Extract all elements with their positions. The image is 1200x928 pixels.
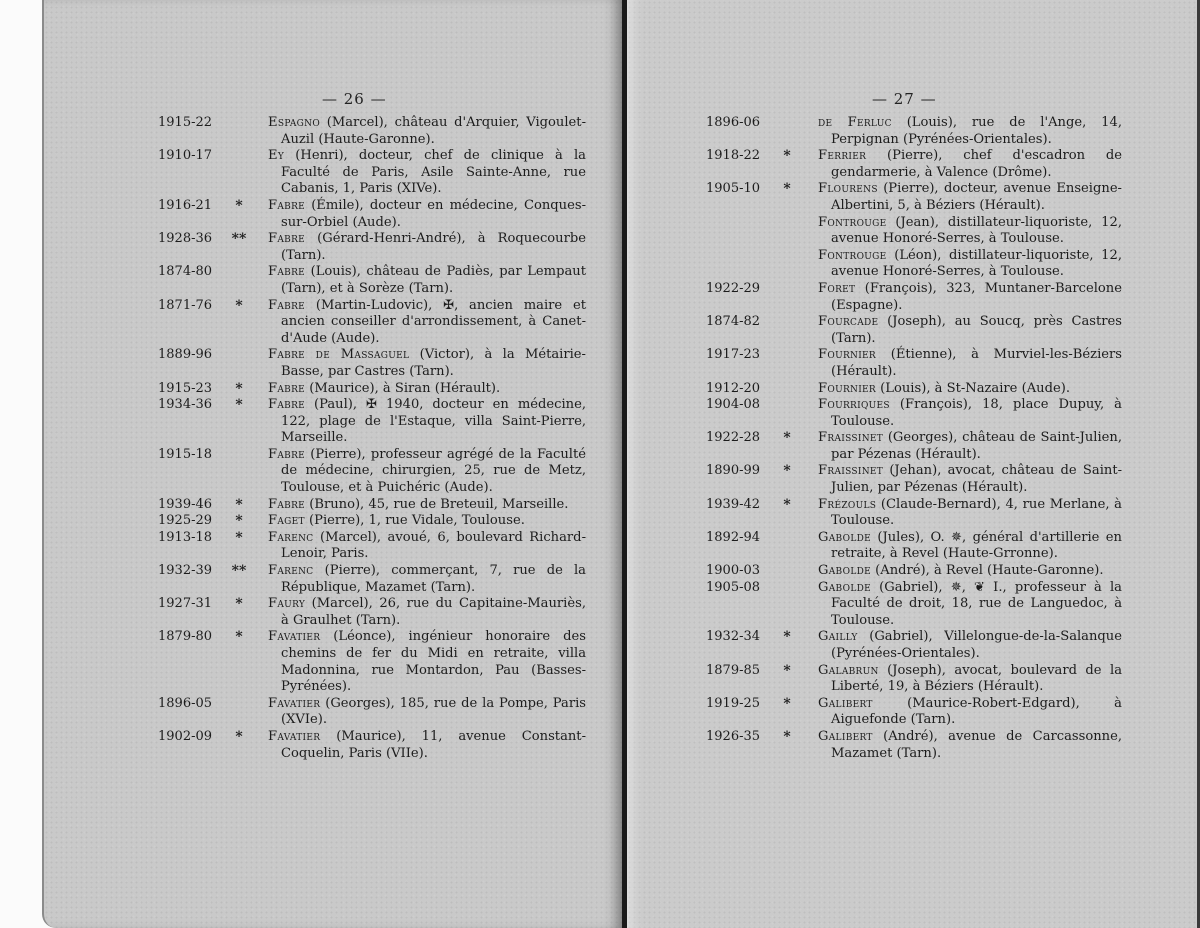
entry-name: Fabre	[268, 380, 306, 396]
entry-body	[268, 231, 586, 264]
entry-years: 1905-10	[706, 181, 761, 197]
directory-entry	[706, 148, 1122, 181]
directory-entry	[158, 696, 586, 729]
entry-mark: *	[783, 728, 791, 745]
entry-text: (Maurice-Robert-Edgard), à Aiguefonde (Tarn).	[831, 695, 1122, 728]
entry-mark: *	[235, 513, 243, 530]
page-number: — 26 —	[322, 90, 387, 108]
entry-years: 1915-23	[158, 380, 213, 396]
entry-name: Fabre	[268, 496, 306, 512]
entry-text: (Bruno), 45, rue de Breteuil, Marseille.	[305, 496, 569, 512]
entry-name: Fabre	[268, 231, 306, 247]
entry-text: (Gabriel), ✵, ❦ I., professeur à la Faculté de droit, 18, rue de Languedoc, à Toulouse.	[831, 579, 1122, 628]
entry-name: Galibert	[818, 695, 873, 711]
entry-mark: *	[235, 397, 243, 414]
entry-name: de Ferluc	[818, 115, 892, 130]
entry-years: 1915-18	[158, 446, 213, 462]
entry-mark: **	[231, 563, 247, 580]
entry-body	[818, 663, 1122, 696]
entry-name: Gabolde	[818, 563, 871, 579]
entry-years: 1932-34	[706, 629, 761, 645]
entry-mark: *	[783, 430, 791, 447]
entry-body	[268, 397, 586, 447]
entry-text: (Marcel), 26, rue du Capitaine-Mauriès, à Graulhet (Tarn).	[281, 596, 586, 628]
entry-years: 1879-80	[158, 629, 213, 645]
entry-name: Gabolde	[818, 579, 871, 595]
entry-mark: *	[783, 662, 791, 679]
directory-entry	[158, 447, 586, 497]
entry-mark: *	[235, 529, 243, 546]
entry-text: (Jules), O. ✵, général d'artillerie en retraite, à Revel (Haute-Grronne).	[831, 529, 1122, 562]
entry-years: 1922-29	[706, 280, 761, 296]
entry-text: (Marcel), château d'Arquier, Vigoulet-Auzil (Haute-Garonne).	[281, 115, 586, 147]
entry-mark: *	[235, 629, 243, 646]
entry-name: Espagno	[268, 115, 320, 130]
entry-name: Gailly	[818, 629, 858, 645]
entry-body	[268, 347, 586, 380]
directory-entry	[158, 198, 586, 231]
entry-years: 1889-96	[158, 347, 213, 363]
directory-entry	[706, 497, 1122, 530]
directory-entry	[158, 381, 586, 398]
entry-name: Ey	[268, 148, 285, 164]
entry-name: Flourens	[818, 181, 878, 197]
entry-years: 1900-03	[706, 563, 761, 579]
entry-mark: *	[783, 695, 791, 712]
entry-text: (Pierre), commerçant, 7, rue de la République, Mazamet (Tarn).	[281, 563, 586, 595]
entry-mark: *	[783, 148, 791, 165]
entry-text: (Pierre), 1, rue Vidale, Toulouse.	[304, 513, 525, 529]
entry-body	[818, 497, 1122, 530]
entry-name: Faury	[268, 596, 306, 612]
directory-entry	[706, 563, 1122, 580]
entry-text: (François), 323, Muntaner-Barcelone (Espagne).	[831, 280, 1122, 313]
entry-mark: **	[231, 231, 247, 248]
entry-body	[818, 563, 1122, 580]
directory-entry	[706, 314, 1122, 347]
entry-text: (Gérard-Henri-André), à Roquecourbe (Tarn).	[281, 231, 586, 263]
entry-years: 1910-17	[158, 148, 213, 164]
entry-body	[268, 530, 586, 563]
page-left	[42, 0, 624, 928]
entry-text: (Claude-Bernard), 4, rue Merlane, à Toulouse.	[831, 496, 1122, 529]
directory-entry	[706, 463, 1122, 496]
directory-entry	[158, 115, 586, 148]
entry-body	[268, 198, 586, 231]
directory-entry	[158, 513, 586, 530]
entry-name: Galibert	[818, 728, 873, 744]
entry-list	[158, 115, 586, 762]
entry-name: Fabre	[268, 297, 306, 313]
directory-entry	[158, 530, 586, 563]
entry-body	[268, 629, 586, 695]
entry-body	[818, 629, 1122, 662]
entry-body	[268, 264, 586, 297]
entry-body	[268, 563, 586, 596]
directory-entry	[158, 596, 586, 629]
entry-name: Galabrun	[818, 662, 879, 678]
directory-entry	[706, 696, 1122, 729]
entry-years: 1932-39	[158, 563, 213, 579]
entry-name: Fabre	[268, 197, 306, 213]
directory-entry	[158, 148, 586, 198]
entry-body	[818, 430, 1122, 463]
entry-name: Faget	[268, 513, 305, 529]
entry-text: (André), à Revel (Haute-Garonne).	[870, 563, 1104, 579]
entry-name: Fabre	[268, 446, 306, 462]
entry-years: 1871-76	[158, 297, 213, 313]
entry-name: Foret	[818, 280, 856, 296]
entry-name: Favatier	[268, 629, 321, 645]
entry-mark: *	[783, 463, 791, 480]
entry-years: 1874-82	[706, 314, 761, 330]
entry-text: (Joseph), avocat, boulevard de la Liberté, 19, à Béziers (Hérault).	[831, 662, 1122, 695]
entry-body	[818, 148, 1122, 181]
directory-entry	[706, 397, 1122, 430]
entry-body	[818, 530, 1122, 563]
entry-mark: *	[235, 728, 243, 745]
entry-text: (Maurice), 11, avenue Constant-Coquelin, Paris (VIIe).	[281, 728, 586, 761]
entry-text: (Léon), distillateur-liquoriste, 12, avenue Honoré-Serres, à Toulouse.	[831, 247, 1122, 280]
entry-body	[818, 463, 1122, 496]
directory-entry	[158, 231, 586, 264]
directory-entry	[158, 629, 586, 695]
directory-entry	[706, 629, 1122, 662]
entry-years: 1890-99	[706, 463, 761, 479]
entry-mark: *	[235, 297, 243, 314]
entry-name: Fontrouge	[818, 214, 887, 230]
entry-list	[706, 115, 1122, 762]
entry-years: 1896-05	[158, 695, 213, 711]
entry-text: (Léonce), ingénieur honoraire des chemins de fer du Midi en retraite, villa Madonnina, rue Montardon, Pau (Basses-Pyrénées).	[281, 629, 586, 695]
entry-years: 1896-06	[706, 115, 761, 130]
entry-body	[818, 281, 1122, 314]
directory-entry	[706, 530, 1122, 563]
entry-text: (Pierre), chef d'escadron de gendarmerie, à Valence (Drôme).	[831, 148, 1122, 180]
entry-mark: *	[783, 181, 791, 198]
entry-text: (Louis), château de Padiès, par Lempaut (Tarn), et à Sorèze (Tarn).	[281, 264, 586, 296]
entry-name: Fourriques	[818, 397, 890, 413]
entry-name: Fournier	[818, 347, 877, 363]
directory-entry	[706, 663, 1122, 696]
entry-years: 1939-42	[706, 496, 761, 512]
entry-text: (Pierre), professeur agrégé de la Faculté de médecine, chirurgien, 25, rue de Metz, Toulouse, et à Puichéric (Aude).	[281, 446, 586, 496]
directory-entry	[706, 248, 1122, 281]
entry-mark: *	[235, 596, 243, 613]
entry-name: Frézouls	[818, 496, 877, 512]
directory-entry	[706, 347, 1122, 380]
entry-text: (Joseph), au Soucq, près Castres (Tarn).	[831, 314, 1122, 346]
entry-text: (Pierre), docteur, avenue Enseigne-Albertini, 5, à Béziers (Hérault).	[831, 181, 1122, 213]
entry-body	[818, 696, 1122, 729]
entry-years: 1902-09	[158, 728, 213, 744]
entry-name: Fraissinet	[818, 430, 884, 446]
entry-mark: *	[783, 629, 791, 646]
entry-text: (François), 18, place Dupuy, à Toulouse.	[831, 397, 1122, 429]
entry-mark: *	[235, 197, 243, 214]
directory-entry	[706, 215, 1122, 248]
entry-body	[818, 248, 1122, 281]
entry-name: Ferrier	[818, 148, 867, 164]
entry-years: 1916-21	[158, 197, 213, 213]
entry-text: (Louis), rue de l'Ange, 14, Perpignan (Pyrénées-Orientales).	[831, 115, 1122, 147]
entry-name: Fabre	[268, 397, 306, 413]
entry-name: Fraissinet	[818, 463, 884, 479]
entry-years: 1918-22	[706, 148, 761, 164]
entry-years: 1939-46	[158, 496, 213, 512]
entry-text: (André), avenue de Carcassonne, Mazamet (Tarn).	[831, 728, 1122, 761]
entry-text: (Émile), docteur en médecine, Conques-sur-Orbiel (Aude).	[281, 197, 586, 230]
entry-text: (Victor), à la Métairie-Basse, par Castres (Tarn).	[281, 347, 586, 379]
entry-body	[818, 397, 1122, 430]
entry-mark: *	[783, 496, 791, 513]
directory-entry	[706, 729, 1122, 762]
entry-years: 1934-36	[158, 397, 213, 413]
entry-years: 1917-23	[706, 347, 761, 363]
entry-text: (Henri), docteur, chef de clinique à la Faculté de Paris, Asile Sainte-Anne, rue Cabanis, 1, Paris (XIVe).	[281, 148, 586, 197]
entry-name: Gabolde	[818, 529, 871, 545]
entry-body	[818, 729, 1122, 762]
directory-entry	[706, 580, 1122, 630]
entry-body	[818, 181, 1122, 214]
entry-years: 1928-36	[158, 231, 213, 247]
entry-years: 1915-22	[158, 115, 213, 130]
entry-years: 1913-18	[158, 529, 213, 545]
entry-body	[268, 381, 586, 398]
entry-years: 1879-85	[706, 662, 761, 678]
entry-body	[268, 115, 586, 148]
entry-name: Farenc	[268, 529, 314, 545]
entry-years: 1912-20	[706, 380, 761, 396]
entry-text: (Georges), château de Saint-Julien, par Pézenas (Hérault).	[831, 430, 1122, 462]
entry-body	[268, 497, 586, 514]
entry-years: 1925-29	[158, 513, 213, 529]
entry-name: Fourcade	[818, 314, 879, 330]
entry-body	[268, 596, 586, 629]
entry-name: Fournier	[818, 380, 877, 396]
directory-entry	[158, 298, 586, 348]
entry-body	[818, 347, 1122, 380]
entry-name: Favatier	[268, 728, 321, 744]
directory-entry	[706, 181, 1122, 214]
directory-entry	[158, 347, 586, 380]
entry-body	[268, 298, 586, 348]
entry-body	[818, 381, 1122, 398]
entry-text: (Georges), 185, rue de la Pompe, Paris (XVIe).	[281, 695, 586, 728]
entry-name: Fontrouge	[818, 247, 887, 263]
directory-entry	[158, 563, 586, 596]
entry-text: (Paul), ✠ 1940, docteur en médecine, 122, plage de l'Estaque, villa Saint-Pierre, Marseille.	[281, 397, 586, 446]
entry-text: (Jehan), avocat, château de Saint-Julien, par Pézenas (Hérault).	[831, 463, 1122, 496]
entry-text: (Étienne), à Murviel-les-Béziers (Hérault).	[831, 347, 1122, 379]
directory-entry	[158, 397, 586, 447]
entry-name: Favatier	[268, 695, 321, 711]
entry-mark: *	[235, 496, 243, 513]
entry-text: (Louis), à St-Nazaire (Aude).	[876, 380, 1070, 396]
directory-entry	[706, 381, 1122, 398]
entry-text: (Maurice), à Siran (Hérault).	[305, 380, 501, 396]
page-right	[627, 0, 1198, 928]
page-number: — 27 —	[872, 90, 937, 108]
entry-body	[268, 447, 586, 497]
directory-entry	[158, 729, 586, 762]
entry-text: (Martin-Ludovic), ✠, ancien maire et ancien conseiller d'arrondissement, à Canet-d'Aude (Aude).	[281, 297, 586, 346]
entry-name: Farenc	[268, 563, 314, 579]
entry-name: Fabre de Massaguel	[268, 347, 410, 363]
entry-body	[268, 148, 586, 198]
entry-body	[268, 696, 586, 729]
entry-years: 1926-35	[706, 728, 761, 744]
directory-entry	[706, 430, 1122, 463]
directory-entry	[706, 115, 1122, 148]
entry-body	[818, 314, 1122, 347]
entry-years: 1874-80	[158, 264, 213, 280]
entry-years: 1919-25	[706, 695, 761, 711]
entry-years: 1927-31	[158, 596, 213, 612]
entry-years: 1905-08	[706, 579, 761, 595]
directory-entry	[158, 264, 586, 297]
entry-years: 1904-08	[706, 397, 761, 413]
entry-body	[268, 729, 586, 762]
entry-name: Fabre	[268, 264, 306, 280]
entry-mark: *	[235, 380, 243, 397]
entry-text: (Gabriel), Villelongue-de-la-Salanque (Pyrénées-Orientales).	[831, 629, 1122, 661]
entry-body	[268, 513, 586, 530]
entry-body	[818, 115, 1122, 148]
entry-years: 1892-94	[706, 529, 761, 545]
entry-years: 1922-28	[706, 430, 761, 446]
entry-body	[818, 215, 1122, 248]
directory-entry	[706, 281, 1122, 314]
directory-entry	[158, 497, 586, 514]
entry-text: (Marcel), avoué, 6, boulevard Richard-Lenoir, Paris.	[281, 529, 586, 562]
entry-text: (Jean), distillateur-liquoriste, 12, avenue Honoré-Serres, à Toulouse.	[831, 214, 1122, 247]
entry-body	[818, 580, 1122, 630]
